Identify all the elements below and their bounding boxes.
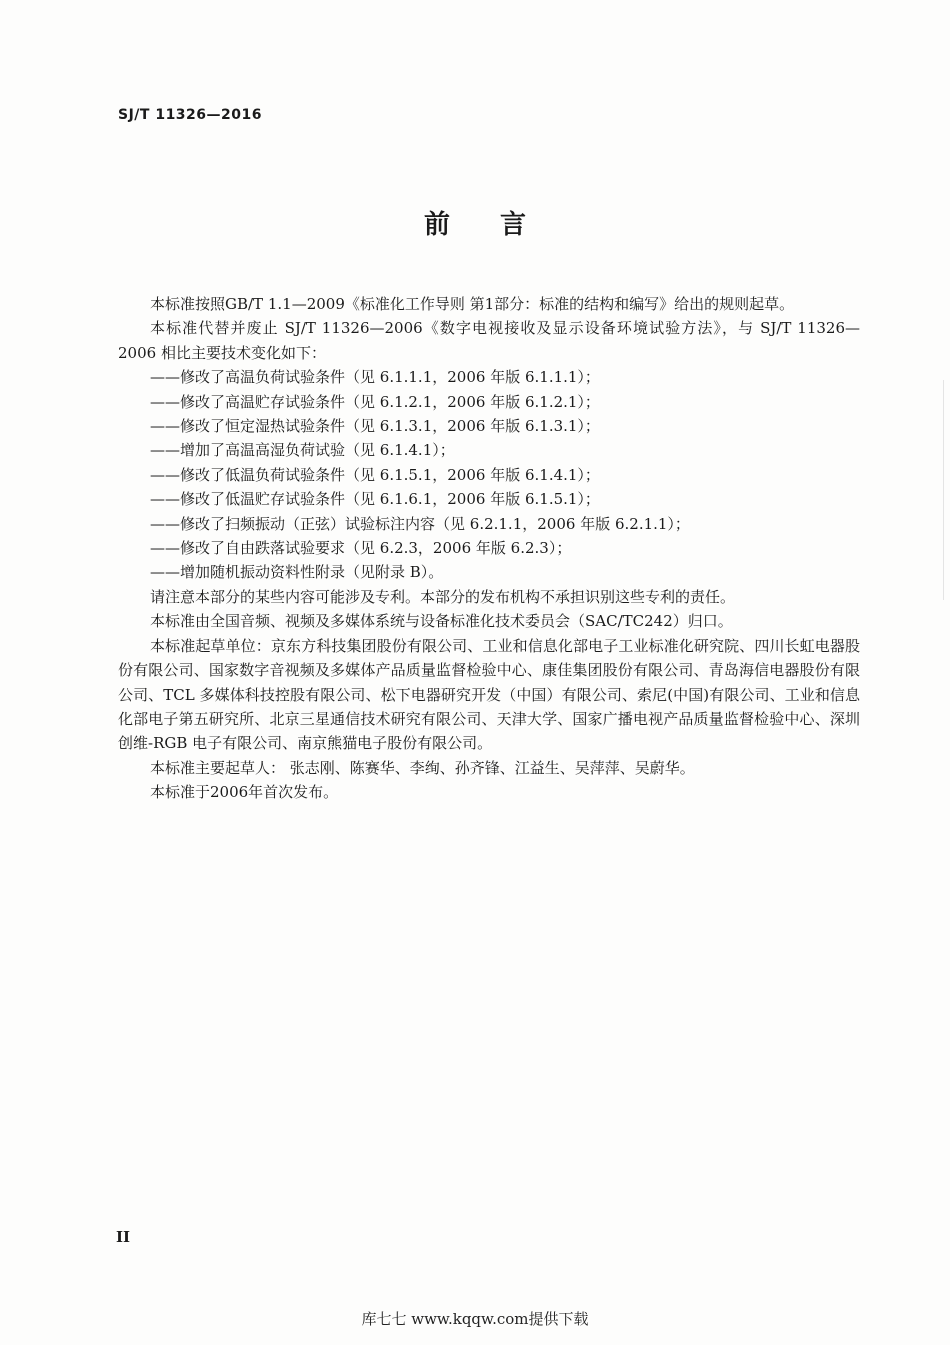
changes-list (118, 365, 860, 585)
list-item: ——修改了扫频振动（正弦）试验标注内容（见 6.2.1.1，2006 年版 6.2.1.1）； (150, 514, 690, 533)
list-item: ——修改了自由跌落试验要求（见 6.2.3，2006 年版 6.2.3）； (150, 539, 572, 558)
list-item: ——修改了高温负荷试验条件（见 6.1.1.1，2006 年版 6.1.1.1）； (150, 368, 600, 387)
paragraph-replacement: 本标准代替并废止 SJ/T 11326—2006《数字电视接收及显示设备环境试验方法》，与 SJ/T 11326—2006 相比主要技术变化如下： (118, 319, 860, 362)
list-item: ——增加随机振动资料性附录（见附录 B）。 (150, 563, 444, 582)
paragraph-drafting-rules: 本标准按照GB/T 1.1—2009《标准化工作导则 第1部分：标准的结构和编写》给出的规则起草。 (150, 295, 795, 313)
paragraph-committee: 本标准由全国音频、视频及多媒体系统与设备标准化技术委员会（SAC/TC242）归口。 (150, 612, 733, 631)
list-item: ——修改了恒定湿热试验条件（见 6.1.3.1，2006 年版 6.1.3.1）； (150, 417, 600, 436)
page-title: 前言 (423, 210, 576, 240)
paragraph-patent-notice: 请注意本部分的某些内容可能涉及专利。本部分的发布机构不承担识别这些专利的责任。 (150, 587, 736, 606)
download-footer: 库七七 www.kqqw.com提供下载 (361, 1310, 589, 1328)
document-code: SJ/T 11326—2016 (118, 107, 262, 123)
list-item: ——增加了高温高湿负荷试验（见 6.1.4.1）； (150, 441, 455, 460)
page-number: II (116, 1228, 131, 1246)
paragraph-drafters: 本标准主要起草人： 张志刚、陈赛华、李绚、孙齐锋、江益生、吴萍萍、吴蔚华。 (150, 758, 695, 777)
foreword-body (118, 292, 860, 805)
list-item: ——修改了低温贮存试验条件（见 6.1.6.1，2006 年版 6.1.5.1）； (150, 490, 600, 509)
paragraph-drafting-units: 本标准起草单位：京东方科技集团股份有限公司、工业和信息化部电子工业标准化研究院、四川长虹电器股份有限公司、国家数字音视频及多媒体产品质量监督检验中心、康佳集团股份有限公司、青岛海信电器股份有限公司、TCL 多媒体科技控股有限公司、松下电器研究开发（中国）有限公司、索尼(中国)有限公司、工业和信息化部电子第五研究所、北京三星通信技术研究有限公司、天津大学、国家广播电视产品质量监督检验中心、深圳创维-RGB 电子有限公司、南京熊猫电子股份有限公司。 (118, 636, 860, 753)
list-item: ——修改了高温贮存试验条件（见 6.1.2.1，2006 年版 6.1.2.1）； (150, 392, 600, 411)
scan-artifact (943, 380, 944, 600)
paragraph-history: 本标准于2006年首次发布。 (150, 783, 339, 802)
list-item: ——修改了低温负荷试验条件（见 6.1.5.1，2006 年版 6.1.4.1）； (150, 465, 600, 484)
